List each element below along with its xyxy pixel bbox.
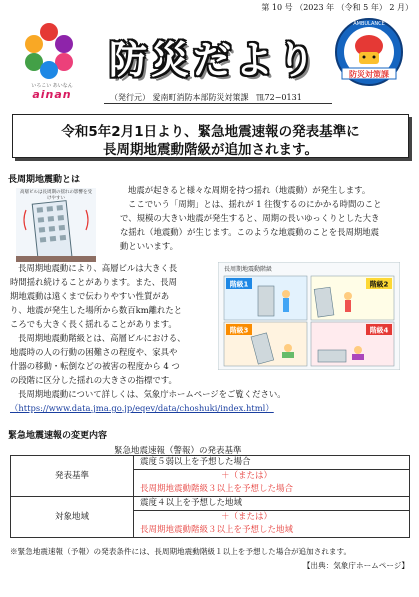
paragraph-line: 地震が起きると様々な周期を持つ揺れ（地震動）が発生します。 bbox=[128, 185, 371, 195]
footnote: ※緊急地震速報（予報）の発表条件には、長周期地震動階級１以上を予想した場合が追加されます。 bbox=[10, 547, 352, 556]
criteria-line-1: 震度５弱以上を予想した場合 bbox=[134, 456, 410, 470]
eew-criteria-table bbox=[10, 455, 410, 538]
paragraph-line: 長周期地震動により、高層ビルは大きく長 bbox=[18, 263, 178, 273]
ainan-logo-icon bbox=[18, 22, 80, 80]
svg-text:AMBULANCE: AMBULANCE bbox=[353, 21, 385, 27]
paragraph-line: の段階に区分した揺れの大きさの指標です。 bbox=[10, 375, 177, 385]
paragraph-line: な揺れ（地震動）が生じます。このような地震動のことを長周期地震 bbox=[120, 227, 379, 237]
paragraph-line: り、地震が発生した場所から数百km離れたと bbox=[10, 305, 183, 315]
svg-text:防災対策課: 防災対策課 bbox=[349, 70, 389, 79]
row-header-criteria: 発表基準 bbox=[11, 456, 134, 497]
publisher-line: （発行元） 愛南町消防本部防災対策課 ℡72−0131 bbox=[110, 93, 302, 102]
plus-or-label: ＋（または） bbox=[220, 512, 272, 522]
newsletter-title: 防災だより bbox=[108, 37, 319, 82]
paragraph-line: 什器の移動・転倒などの被害の程度から 4 つ bbox=[10, 361, 180, 371]
level-1-label: 階級1 bbox=[229, 280, 249, 289]
headline-box bbox=[12, 114, 409, 158]
table-row bbox=[11, 456, 410, 470]
issue-number: 第 10 号 （2023 年 （令和 5 年） 2 月） bbox=[261, 3, 413, 12]
building-image-caption: 高層ビルは長周期の揺れの影響を受けやすい bbox=[20, 190, 92, 201]
paragraph-line: 動といいます。 bbox=[120, 241, 178, 251]
paragraph-line: 時間揺れ続けることがあります。また、長周 bbox=[10, 277, 177, 287]
fire-department-emblem-icon bbox=[334, 16, 404, 100]
level-3-label: 階級3 bbox=[229, 326, 249, 335]
logo-wordmark: ainan bbox=[32, 88, 72, 101]
header-divider bbox=[104, 103, 332, 104]
newsletter-title-area bbox=[104, 28, 324, 84]
plus-or-label: ＋（または） bbox=[220, 471, 272, 481]
level-2-label: 階級2 bbox=[369, 280, 389, 289]
paragraph-line: ころでも大きく長く揺れることがあります。 bbox=[10, 319, 177, 329]
table-caption: 緊急地震速報（警報）の発表基準 bbox=[114, 446, 242, 456]
paragraph-line: で、規模の大きい地震が発生すると、周期の長いゆっくりとした大き bbox=[120, 213, 380, 223]
paragraph-line: 長周期地震動階級とは、高層ビルにおける、 bbox=[18, 333, 186, 343]
headline-line-2: 長周期地震動階級が追加されます。 bbox=[103, 142, 318, 158]
criteria-line-3: 長周期地震動階級３以上を予想した場合 bbox=[134, 483, 410, 497]
level-4-label: 階級4 bbox=[369, 326, 389, 335]
section-title-long-period-motion: 長周期地震動とは bbox=[8, 175, 81, 185]
section-title-eew-changes: 緊急地震速報の変更内容 bbox=[8, 431, 108, 441]
paragraph-line: ここでいう「周期」とは、揺れが 1 往復するのにかかる時間のこと bbox=[128, 199, 382, 209]
jma-website-link[interactable]: （https://www.data.jma.go.jp/eqev/data/choshuki/index.html） bbox=[10, 403, 274, 413]
paragraph-line: 長周期地震動について詳しくは、気象庁ホームページをご覧ください。 bbox=[18, 389, 286, 399]
area-line-1: 震度４以上を予想した地域 bbox=[134, 497, 410, 511]
diagram-title: 長周期地震動階級 bbox=[224, 266, 273, 273]
svg-text:F.D.AINAN: F.D.AINAN bbox=[356, 86, 382, 92]
paragraph-line: 期地震動は遠くまで伝わりやすい性質があ bbox=[10, 291, 170, 301]
long-period-motion-levels-diagram bbox=[218, 262, 400, 370]
area-line-3: 長周期地震動階級３以上を予想した地域 bbox=[134, 524, 410, 538]
paragraph-line: 地震時の人の行動の困難さの程度や、家具や bbox=[10, 347, 178, 357]
source-note: 【出典：気象庁ホームページ】 bbox=[302, 561, 409, 570]
logo-tagline: いろこい あいなん bbox=[31, 83, 73, 89]
row-header-target-area: 対象地域 bbox=[11, 497, 134, 538]
headline-line-1: 令和5年2月1日より、緊急地震速報の発表基準に bbox=[61, 124, 360, 140]
table-row bbox=[11, 497, 410, 511]
